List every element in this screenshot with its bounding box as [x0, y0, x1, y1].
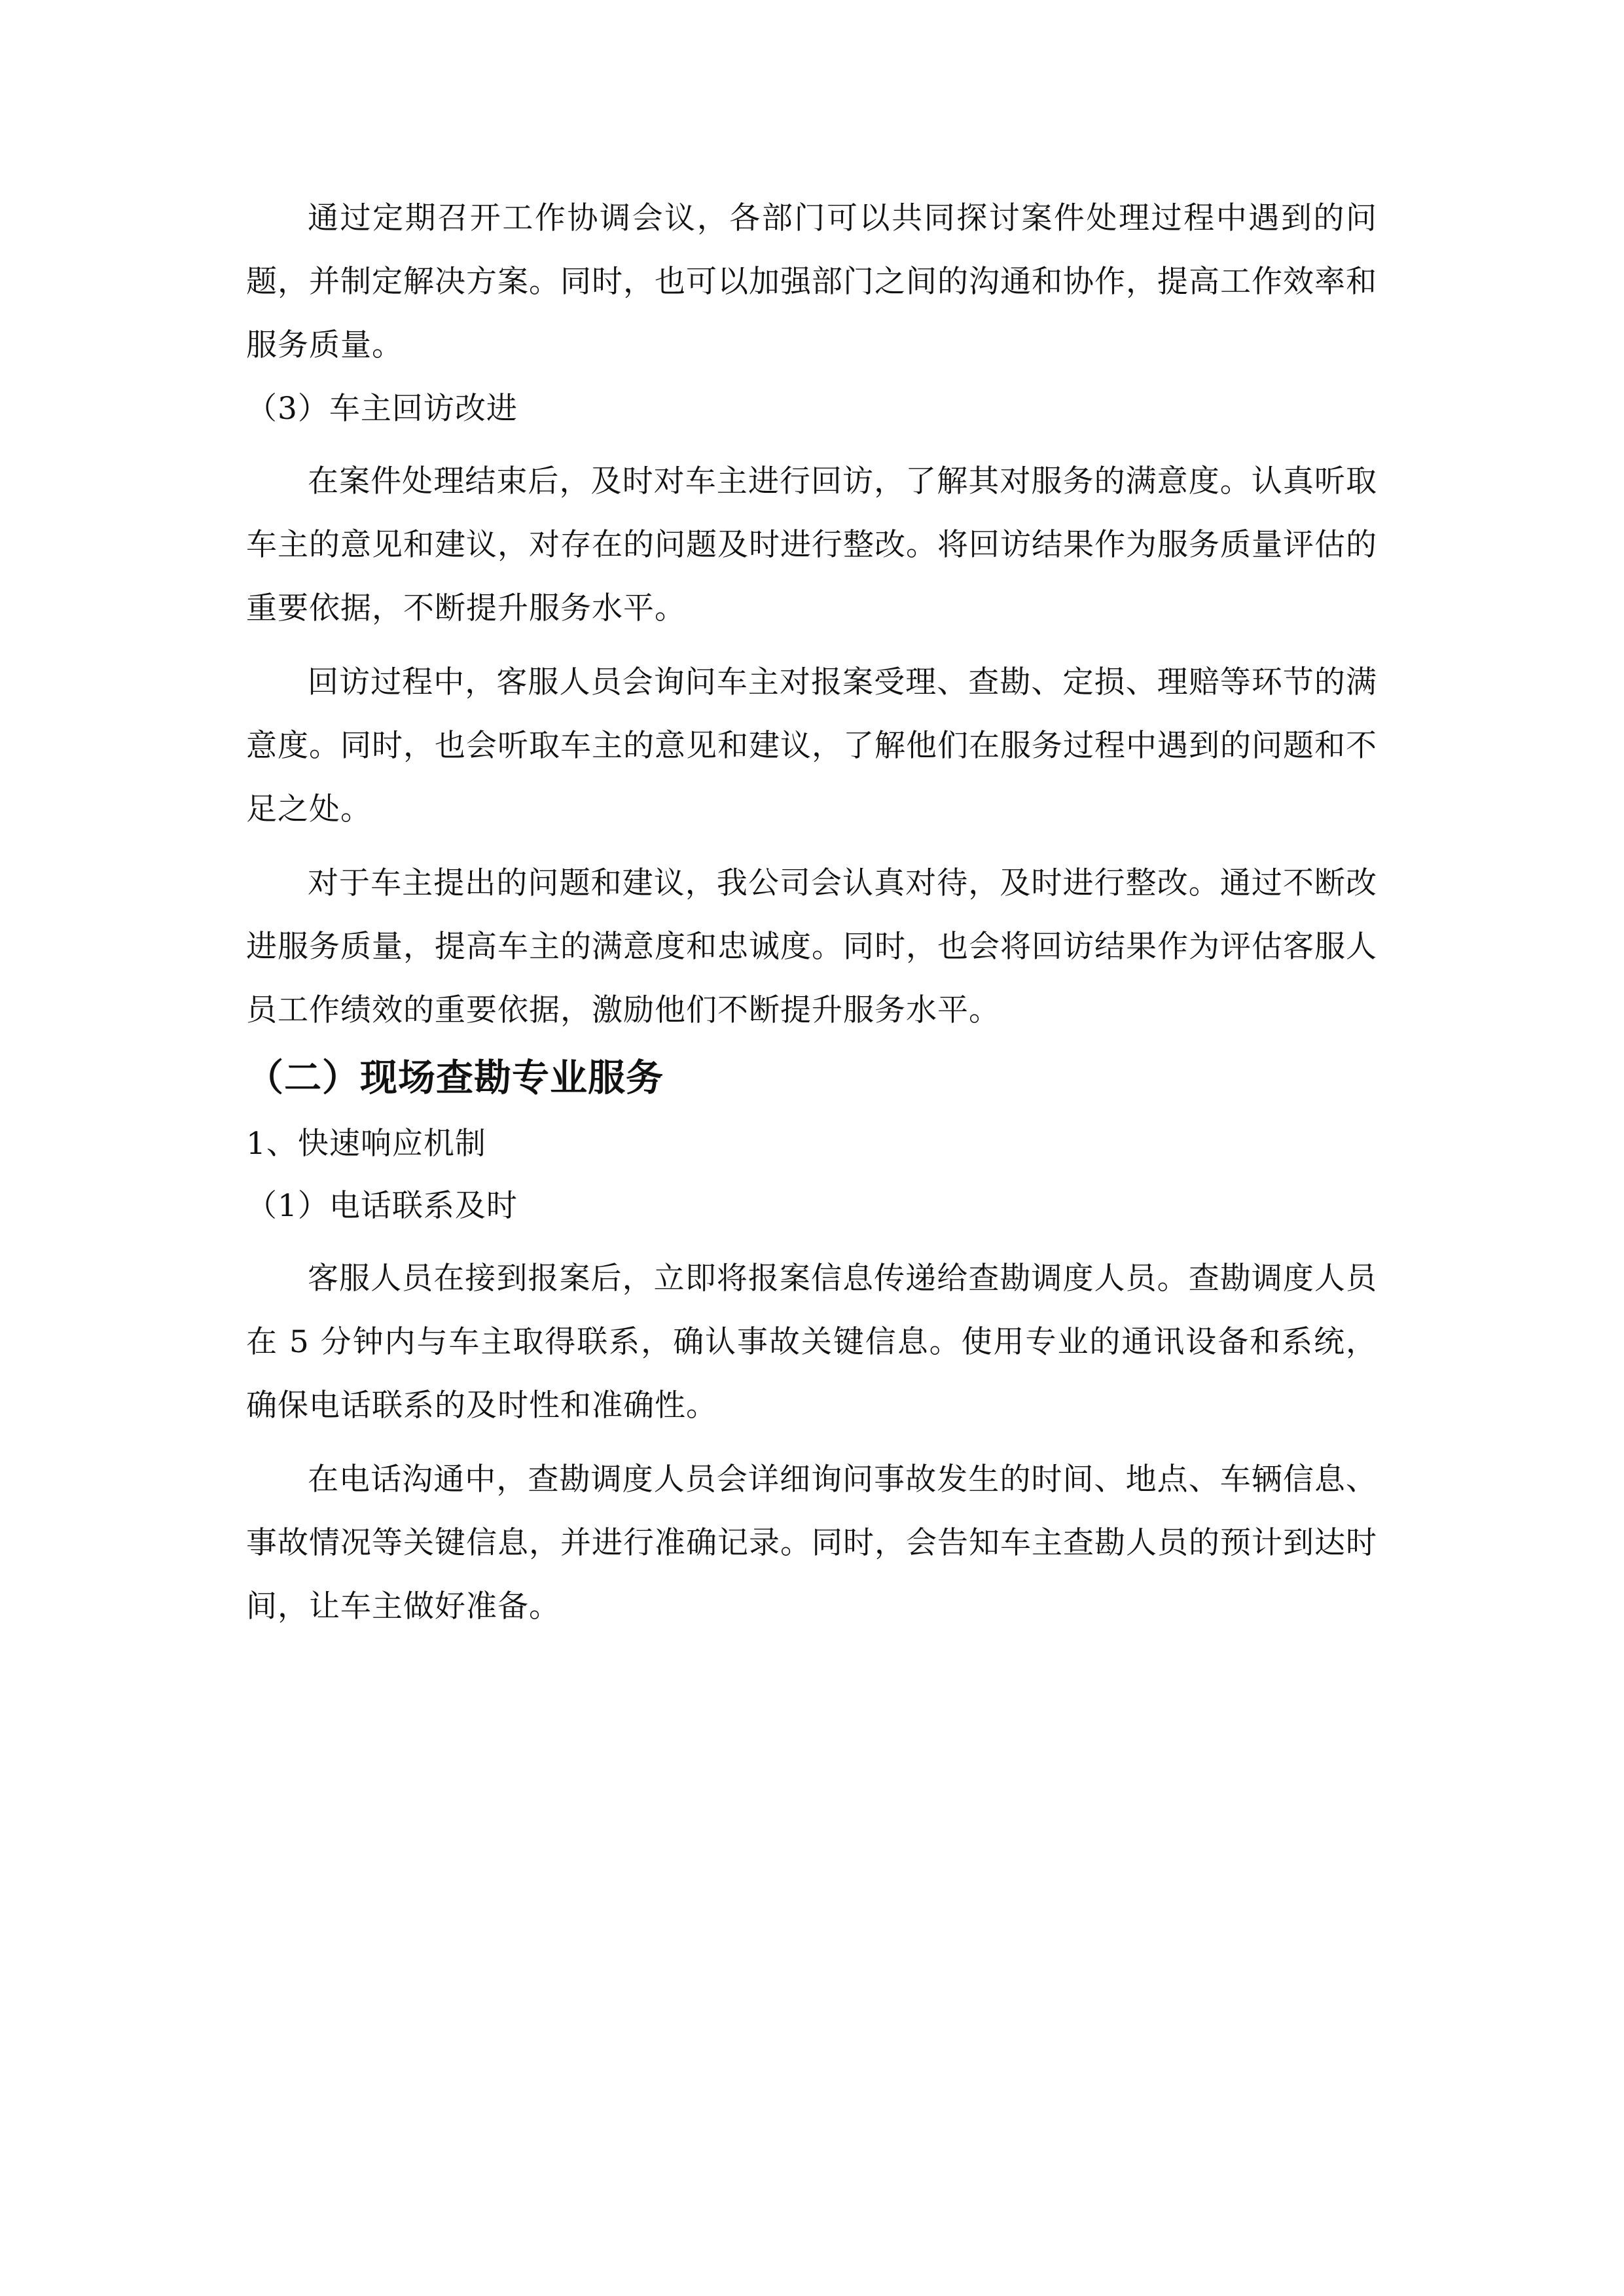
- paragraph-revisit-process: 回访过程中，客服人员会询问车主对报案受理、查勘、定损、理赔等环节的满意度。同时，也会听取车主的意见和建议，了解他们在服务过程中遇到的问题和不足之处。: [246, 664, 1377, 827]
- document-body: [246, 187, 1377, 1638]
- subheading-phone-contact: （1）电话联系及时: [246, 1188, 518, 1224]
- paragraph-phone-communication: 在电话沟通中，查勘调度人员会详细询问事故发生的时间、地点、车辆信息、事故情况等关键信息，并进行准确记录。同时，会告知车主查勘人员的预计到达时间，让车主做好准备。: [246, 1462, 1377, 1624]
- paragraph-revisit-after-case: 在案件处理结束后，及时对车主进行回访，了解其对服务的满意度。认真听取车主的意见和建议，对存在的问题及时进行整改。将回访结果作为服务质量评估的重要依据，不断提升服务水平。: [246, 463, 1377, 626]
- subheading-fast-response: 1、快速响应机制: [246, 1126, 486, 1162]
- section-heading-on-site-survey: （二）现场查勘专业服务: [246, 1056, 664, 1100]
- paragraph-rectification: 对于车主提出的问题和建议，我公司会认真对待，及时进行整改。通过不断改进服务质量，提高车主的满意度和忠诚度。同时，也会将回访结果作为评估客服人员工作绩效的重要依据，激励他们不断提升服务水平。: [246, 865, 1377, 1028]
- subheading-car-owner-revisit: （3）车主回访改进: [246, 391, 518, 427]
- paragraph-coordination-meeting: 通过定期召开工作协调会议，各部门可以共同探讨案件处理过程中遇到的问题，并制定解决方案。同时，也可以加强部门之间的沟通和协作，提高工作效率和服务质量。: [246, 200, 1377, 363]
- paragraph-dispatch-contact: 客服人员在接到报案后，立即将报案信息传递给查勘调度人员。查勘调度人员在 5 分钟内与车主取得联系，确认事故关键信息。使用专业的通讯设备和系统，确保电话联系的及时性和准确性。: [246, 1261, 1377, 1424]
